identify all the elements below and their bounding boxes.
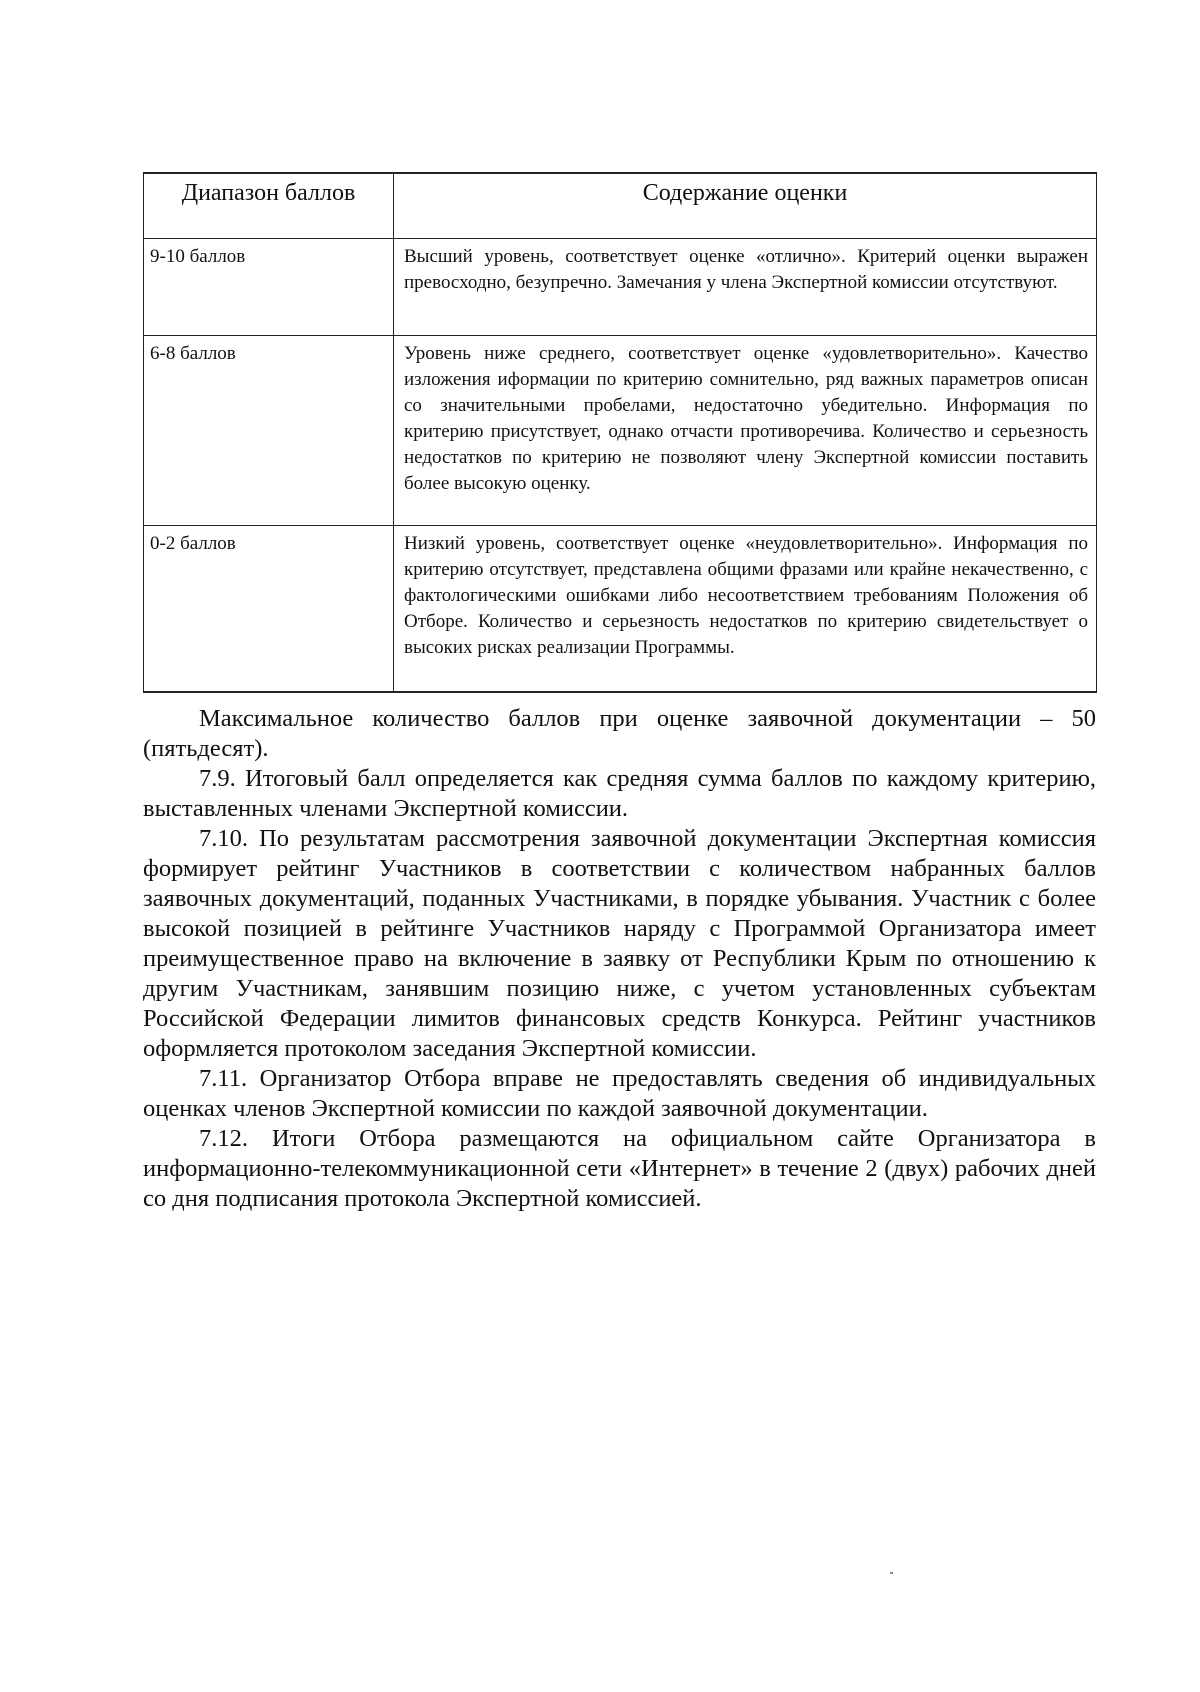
header-score-content: Содержание оценки	[394, 173, 1097, 239]
header-score-range: Диапазон баллов	[144, 173, 394, 239]
score-description-cell: Высший уровень, соответствует оценке «отлично». Критерий оценки выражен превосходно, безупречно. Замечания у члена Экспертной комиссии отсутствуют.	[394, 239, 1097, 336]
paragraph-7-9: 7.9. Итоговый балл определяется как средняя сумма баллов по каждому критерию, выставленных членами Экспертной комиссии.	[143, 765, 1096, 822]
score-description-cell: Уровень ниже среднего, соответствует оценке «удовлетворительно». Качество изложения иформации по критерию сомнительно, ряд важных параметров описан со значительными пробелами, недостаточно убедительно. Информация по критерию присутствует, однако отчасти противоречива. Количество и серьезность недостатков по критерию не позволяют члену Экспертной комиссии поставить более высокую оценку.	[394, 336, 1097, 526]
table-row	[144, 526, 1097, 693]
paragraph-max-score: Максимальное количество баллов при оценке заявочной документации – 50 (пятьдесят).	[143, 705, 1096, 762]
scan-speck	[890, 1572, 893, 1574]
score-range-cell: 0-2 баллов	[144, 526, 394, 693]
score-range-cell: 9-10 баллов	[144, 239, 394, 336]
paragraph-7-10: 7.10. По результатам рассмотрения заявочной документации Экспертная комиссия формирует рейтинг Участников в соответствии с количеством набранных баллов заявочных документаций, поданных Участниками, в порядке убывания. Участник с более высокой позицией в рейтинге Участников наряду с Программой Организатора имеет преимущественное право на включение в заявку от Республики Крым по отношению к другим Участникам, занявшим позицию ниже, с учетом установленных субъектам Российской Федерации лимитов финансовых средств Конкурса. Рейтинг участников оформляется протоколом заседания Экспертной комиссии.	[143, 825, 1096, 1062]
table-header-row	[144, 173, 1097, 239]
table-row	[144, 336, 1097, 526]
document-body	[143, 704, 1096, 1214]
score-criteria-table	[143, 172, 1097, 693]
score-description-cell: Низкий уровень, соответствует оценке «неудовлетворительно». Информация по критерию отсутствует, представлена общими фразами или крайне некачественно, с фактологическими ошибками либо несоответствием требованиям Положения об Отборе. Количество и серьезность недостатков по критерию свидетельствует о высоких рисках реализации Программы.	[394, 526, 1097, 693]
score-range-cell: 6-8 баллов	[144, 336, 394, 526]
paragraph-7-12: 7.12. Итоги Отбора размещаются на официальном сайте Организатора в информационно-телекоммуникационной сети «Интернет» в течение 2 (двух) рабочих дней со дня подписания протокола Экспертной комиссией.	[143, 1125, 1096, 1212]
table-row	[144, 239, 1097, 336]
paragraph-7-11: 7.11. Организатор Отбора вправе не предоставлять сведения об индивидуальных оценках членов Экспертной комиссии по каждой заявочной документации.	[143, 1065, 1096, 1122]
